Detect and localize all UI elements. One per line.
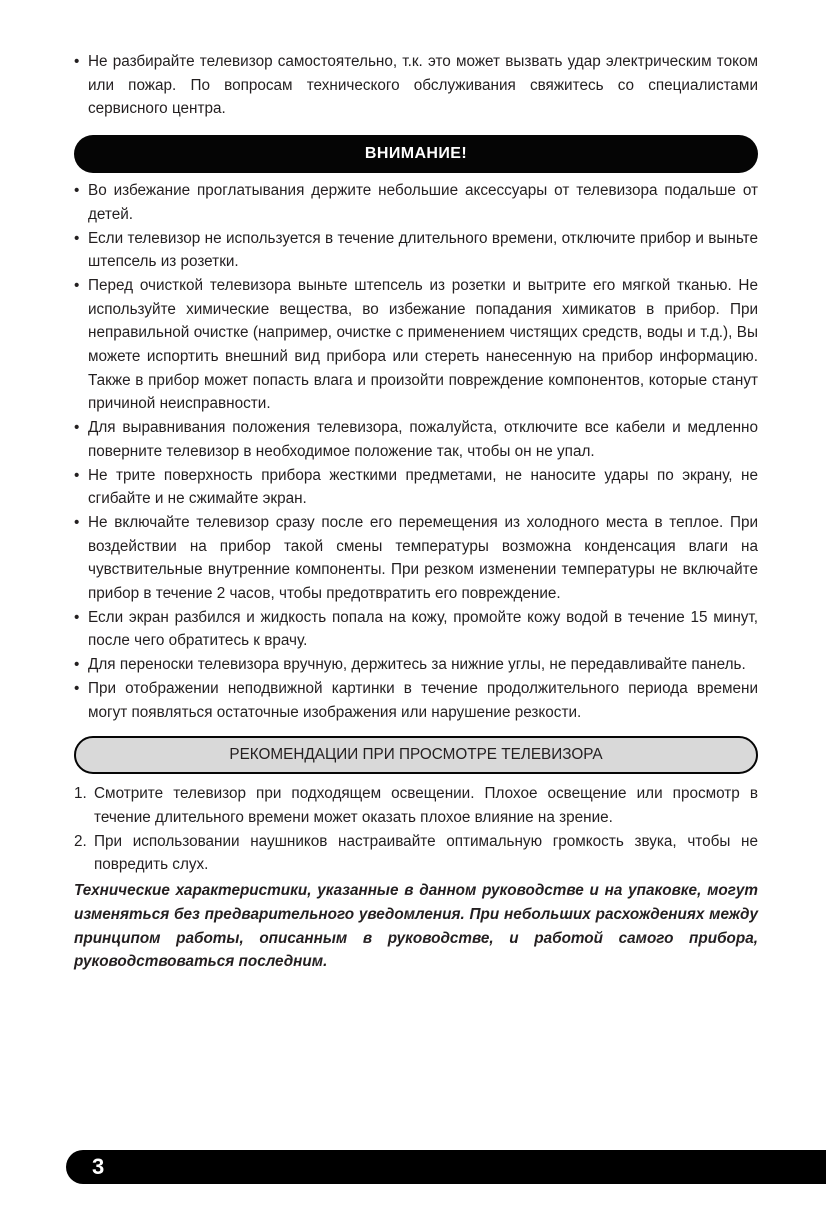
bullet-marker: • bbox=[74, 276, 80, 294]
bullet-marker: • bbox=[74, 466, 80, 484]
list-item bbox=[74, 50, 758, 121]
list-item-text: Для выравнивания положения телевизора, пожалуйста, отключите все кабели и медленно поверните телевизор в необходимое положение так, чтобы он не упал. bbox=[88, 419, 758, 460]
list-item bbox=[74, 606, 758, 653]
specifications-notice: Технические характеристики, указанные в данном руководстве и на упаковке, могут изменяться без предварительного уведомления. При небольших расхождениях между принципом работы, описанным в руководстве, и работой самого прибора, руководствоваться последним. bbox=[74, 882, 758, 971]
list-item bbox=[74, 830, 758, 877]
bullet-marker: • bbox=[74, 679, 80, 697]
bullet-marker: • bbox=[74, 229, 80, 247]
list-item bbox=[74, 274, 758, 416]
item-number: 1. bbox=[74, 785, 87, 803]
list-item bbox=[74, 782, 758, 829]
warning-header bbox=[74, 135, 758, 173]
list-item bbox=[74, 416, 758, 463]
list-item-text: При использовании наушников настраивайте оптимальную громкость звука, чтобы не повредить слух. bbox=[94, 832, 758, 874]
list-item-text: Если экран разбился и жидкость попала на кожу, промойте кожу водой в течение 15 минут, после чего обратитесь к врачу. bbox=[88, 608, 758, 650]
warning-title: ВНИМАНИЕ! bbox=[364, 145, 468, 163]
list-item bbox=[74, 179, 758, 226]
recommendations-header bbox=[74, 736, 758, 774]
bullet-marker: • bbox=[74, 513, 80, 531]
bullet-marker: • bbox=[74, 419, 80, 437]
list-item bbox=[74, 653, 758, 677]
recommendations-list bbox=[74, 782, 758, 877]
page-number: 3 bbox=[92, 1154, 105, 1179]
warning-list bbox=[74, 179, 758, 724]
list-item-text: При отображении неподвижной картинки в течение продолжительного периода времени могут появляться остаточные изображения или нарушение резкости. bbox=[88, 679, 758, 721]
bullet-marker: • bbox=[74, 182, 80, 200]
list-item-text: Если телевизор не используется в течение длительного времени, отключите прибор и выньте штепсель из розетки. bbox=[88, 229, 758, 271]
bullet-marker: • bbox=[74, 656, 80, 674]
footer-bar bbox=[66, 1150, 826, 1184]
page-content bbox=[74, 50, 758, 974]
bullet-marker: • bbox=[74, 53, 80, 70]
list-item bbox=[74, 511, 758, 606]
list-item-text: Не трите поверхность прибора жесткими предметами, не наносите удары по экрану, не сгибайте и не сжимайте экран. bbox=[88, 466, 758, 508]
bullet-marker: • bbox=[74, 608, 80, 626]
item-number: 2. bbox=[74, 832, 87, 850]
list-item-text: Не разбирайте телевизор самостоятельно, т.к. это может вызвать удар электрическим током или пожар. По вопросам технического обслуживания свяжитесь со специалистами сервисного центра. bbox=[88, 53, 758, 118]
list-item-text: Для переноски телевизора вручную, держитесь за нижние углы, не передавливайте панель. bbox=[88, 656, 746, 674]
recommendations-title: РЕКОМЕНДАЦИИ ПРИ ПРОСМОТРЕ ТЕЛЕВИЗОРА bbox=[229, 746, 603, 764]
list-item-text: Смотрите телевизор при подходящем освещении. Плохое освещение или просмотр в течение длительного времени может оказать плохое влияние на зрение. bbox=[94, 785, 758, 826]
list-item-text: Не включайте телевизор сразу после его перемещения из холодного места в теплое. При воздействии на прибор такой смены температуры возможна конденсация влаги на чувствительные внутренние компоненты. При резком изменении температуры не включайте прибор в течение 2 часов, чтобы предотвратить его повреждение. bbox=[88, 513, 758, 603]
list-item-text: Перед очисткой телевизора выньте штепсель из розетки и вытрите его мягкой тканью. Не используйте химические вещества, во избежание попадания химикатов в прибор. При неправильной очистке (например, очистке с применением чистящих средств, воды и т.д.), Вы можете испортить внешний вид прибора или стереть нанесенную на прибор информацию. Также в прибор может попасть влага и произойти повреждение компонентов, которые станут причиной неисправности. bbox=[88, 276, 758, 413]
list-item bbox=[74, 677, 758, 724]
list-item-text: Во избежание проглатывания держите небольшие аксессуары от телевизора подальше от детей. bbox=[88, 182, 758, 223]
list-item bbox=[74, 464, 758, 511]
list-item bbox=[74, 227, 758, 274]
intro-list bbox=[74, 50, 758, 121]
